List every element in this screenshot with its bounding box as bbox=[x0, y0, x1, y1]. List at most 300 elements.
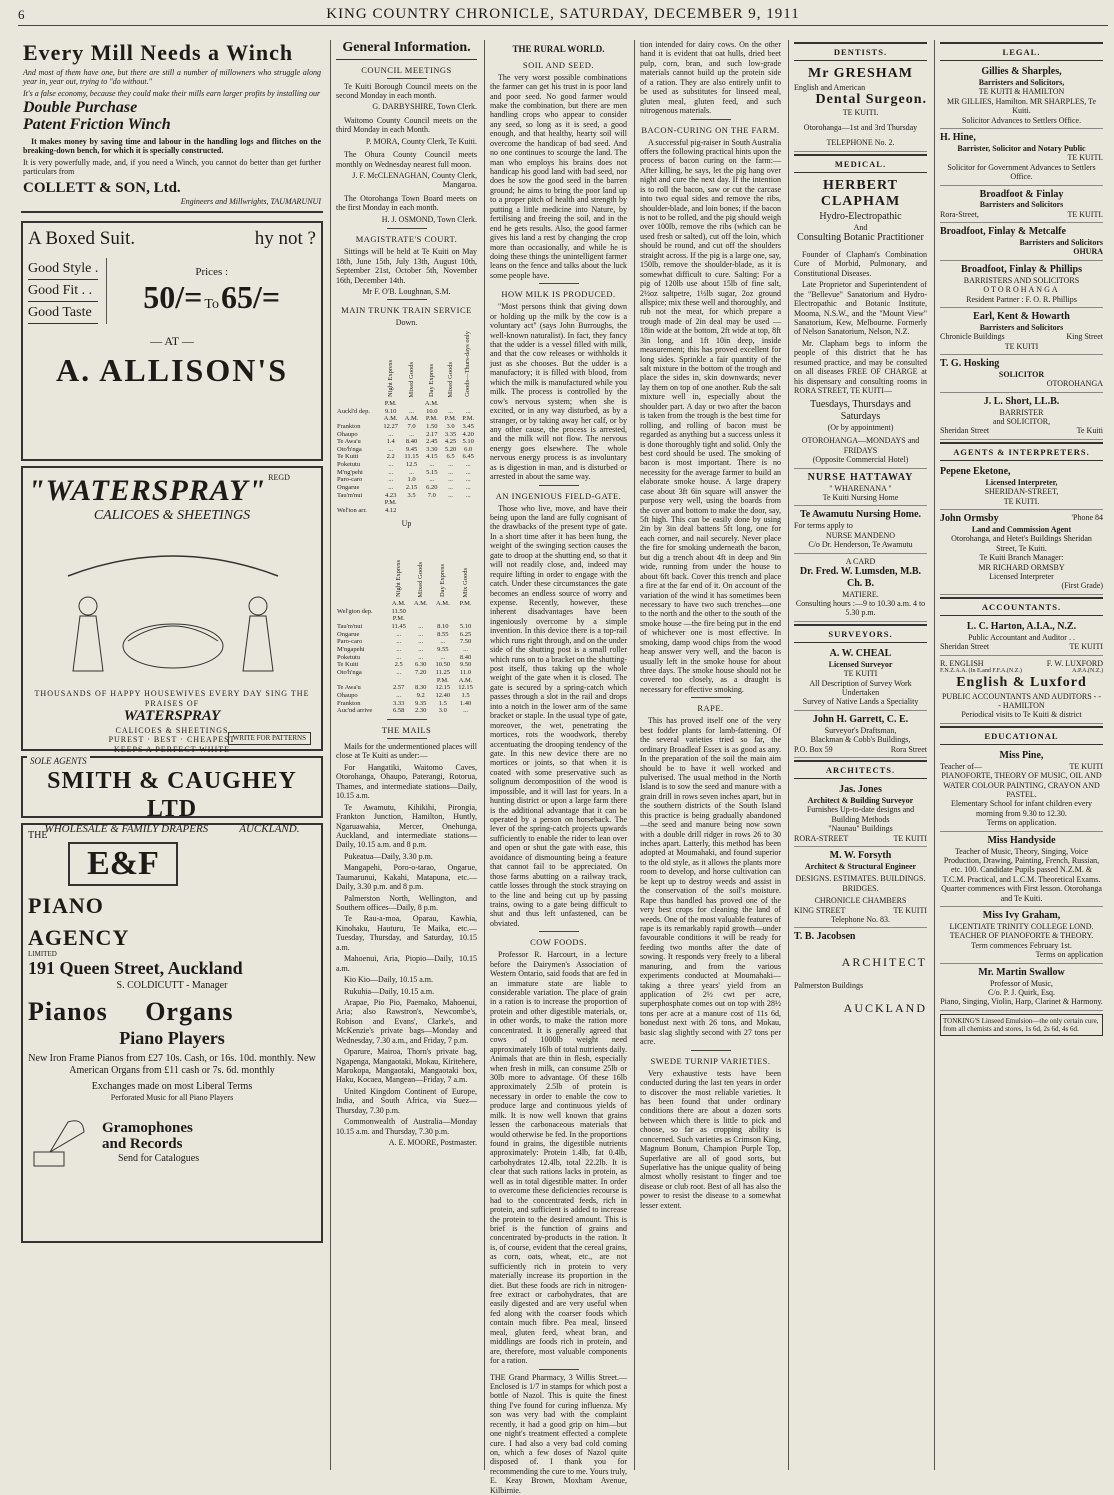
timetable-cell: Te Kuiti bbox=[337, 661, 359, 669]
english-luxford-partners bbox=[940, 659, 1103, 668]
general-info-title: General Information. bbox=[336, 40, 477, 60]
timetable-cell: 10.0 bbox=[426, 407, 438, 415]
suit-quality: Good Style . bbox=[28, 258, 98, 280]
mails-intro: Mails for the undermentioned places will close at Te Kuiti as under:— bbox=[336, 742, 477, 761]
timetable-cell: Tau'm'nui bbox=[337, 491, 363, 499]
up-timetable-row bbox=[336, 615, 477, 623]
timetable-cell bbox=[422, 499, 442, 507]
up-timetable-row bbox=[336, 700, 477, 708]
timetable-cell: Te Awa'u bbox=[337, 684, 361, 692]
timetable-column-header: Mix Goods bbox=[461, 568, 469, 598]
timetable-cell: 6.20 bbox=[426, 484, 438, 492]
timetable-cell: ... bbox=[463, 646, 469, 654]
architects-heading: ARCHITECTS. bbox=[794, 760, 927, 779]
timetable-cell: 1.50 bbox=[426, 422, 438, 430]
suit-headline-left: A Boxed Suit. bbox=[28, 227, 136, 249]
smith-caughey-name: SMITH & CAUGHEY LTD bbox=[47, 767, 297, 823]
page-number: 6 bbox=[18, 6, 25, 22]
timetable-cell: Oto'h'nga bbox=[337, 669, 362, 677]
lumsden-card-label: A CARD bbox=[845, 556, 876, 566]
timetable-cell: 1.40 bbox=[459, 699, 472, 707]
hosking-place: OTOROHANGA bbox=[1046, 379, 1103, 389]
timetable-cell: 10.50 bbox=[435, 661, 451, 669]
earl-buildings: Chronicle Buildings bbox=[940, 332, 1005, 342]
council-notice: Te Kuiti Borough Council meets on the second Monday in each month. bbox=[336, 81, 477, 100]
waterspray-motto-2: KEEPS A PERFECT WHITE bbox=[113, 744, 231, 754]
forsyth-sub: Architect & Structural Engineer bbox=[804, 861, 917, 871]
down-timetable-row bbox=[336, 499, 477, 507]
timetable-cell: ... bbox=[396, 646, 402, 654]
timetable-cell bbox=[442, 507, 460, 515]
down-timetable-row bbox=[336, 469, 477, 477]
jacobsen-sub: ARCHITECT bbox=[841, 955, 927, 970]
gate-article: Those who live, move, and have their being upon the land are fully cognisant of the drawbacks of the present type of gate. In a short time after it has been hung, the weight of the swinging section causes the gate to droop at the shutting end, so that it will not readily close, and, indeed may require lifting in order to engage with the catch. Under these circumstances the gate becomes an endless source of worry and expense. Recently, however, these inherent disadvantages have been ingeniously overcome by a simple invention. In this device there is a top-rail which runs right through, and on the under side of the shutting post is a small roller which runs on to a bracket on the shutting-post itself, thus taking up the whole weight of the gate when it is closed. The gate is secured by a spring-catch which passes through a slot in the rail and drops into a notch in the lower arm of the same bracket or staple. In the usual type of gate, moreover, the wet, penetrating the mortices, rots the woodwork, thereby accentuating the drooping tendency of the gate. In this new device there are no mortices or joints, so that when it is coated with some preservative such as solignum decomposition of the wood is impossible, and it will last for years. In a hunting district or upon a large farm there is the additional advantage that it can be operated by a person on horseback. The lever of the spring-catch projects upwards sufficiently to enable the rider to lean over and open or shut the gate with ease, this avoidance of dismounting being a feature that cannot fail to be appreciated. On those farms abutting on a railway track, cattle losses through the stock straying on to the line and being cut up by passing trains, owing to a gate being difficult to shut and thus left unfastened, can be obviated. bbox=[490, 503, 627, 928]
timetable-cell: 3.0 bbox=[446, 422, 455, 430]
council-notice: Waitomo County Council meets on the third Monday in each Month. bbox=[336, 115, 477, 135]
awamutu-terms: For terms apply to bbox=[794, 521, 853, 531]
timetable-cell: P.M. bbox=[392, 615, 405, 623]
short-name: J. L. Short, LL.B. bbox=[983, 395, 1060, 407]
ormsby-card bbox=[940, 510, 1103, 595]
winch-product-1: Double Purchase bbox=[23, 99, 138, 117]
council-signature: H. J. OSMOND, Town Clerk. bbox=[381, 214, 477, 224]
timetable-cell: A.M. bbox=[435, 600, 450, 608]
broadfoot-address bbox=[940, 210, 1103, 219]
magistrate-signature: Mr F. O'B. Loughnan, S.M. bbox=[362, 286, 451, 296]
up-timetable-row bbox=[336, 608, 477, 616]
jones-address bbox=[794, 834, 927, 843]
timetable-cell bbox=[442, 499, 460, 507]
hine-sub: Barrister, Solicitor and Notary Public bbox=[957, 143, 1086, 153]
timetable-cell: P.M. bbox=[459, 600, 472, 608]
grand-pharmacy-letter: THE Grand Pharmacy, 3 Willis Street.—Enclosed is 1/7 in stamps for which post a bottle of Nazol. This is quite the finest thing I've found for curing influenza. My son was very bad with the complaint recently, it had a good grip on him—but one night's treatment effected a complete cure. I had also a very bad cold coming on, which a few doses of Nazol quite disposed of. I thank you for recommending the cure to me. Yours truly, E. Keay Brown, Moxham Avenue, Kilbirnie. bbox=[490, 1372, 627, 1495]
harton-card bbox=[940, 618, 1103, 656]
piano-agency-advert bbox=[21, 823, 323, 1243]
harton-place: TE KUITI bbox=[1069, 642, 1103, 652]
timetable-cell: 6.25 bbox=[459, 630, 472, 638]
timetable-cell: 12.40 bbox=[435, 692, 451, 700]
timetable-cell bbox=[336, 400, 380, 408]
forsyth-name: M. W. Forsyth bbox=[829, 850, 892, 862]
timetable-cell: ... bbox=[409, 407, 414, 415]
forsyth-address bbox=[794, 906, 927, 915]
timetable-cell: P.M. bbox=[436, 676, 449, 684]
eketone-sub: Licensed Interpreter, bbox=[985, 477, 1058, 487]
timetable-cell: 11.0 bbox=[460, 669, 472, 677]
timetable-cell: ... bbox=[465, 468, 471, 476]
suit-headline bbox=[28, 228, 316, 250]
timetable-cell: 9.35 bbox=[415, 699, 427, 707]
piano-agency-2: AGENCY bbox=[28, 924, 130, 950]
jacobsen-name: T. B. Jacobsen bbox=[794, 931, 856, 943]
ormsby-grade: (First Grade) bbox=[1061, 581, 1103, 591]
timetable-cell: 8.10 bbox=[437, 623, 449, 631]
general-information-column bbox=[330, 40, 482, 1470]
english-luxford-name: English & Luxford bbox=[956, 675, 1087, 691]
timetable-cell: 1.5 bbox=[438, 699, 447, 707]
down-timetable-row bbox=[336, 507, 477, 515]
timetable-cell: 9.45 bbox=[405, 445, 418, 453]
nurse-home: " WHARENANA " bbox=[829, 483, 892, 493]
timetable-column-header: Mixed Goods bbox=[446, 361, 454, 398]
down-timetable-row bbox=[336, 408, 477, 416]
english-qualification: F.N.Z.A.A. (In E.and F.F.A.(N.Z.) bbox=[940, 668, 1022, 674]
suit-price-high: 65/= bbox=[220, 278, 281, 315]
timetable-cell: Wel'ton arr. bbox=[337, 507, 367, 515]
timetable-cell: 8.55 bbox=[437, 630, 449, 638]
up-timetable-row bbox=[336, 669, 477, 677]
hine-name: H. Hine, bbox=[940, 132, 976, 143]
timetable-cell: ... bbox=[396, 630, 402, 638]
timetable-cell: 9.10 bbox=[384, 407, 397, 415]
clapham-days: Tuesdays, Thursdays and Saturdays bbox=[810, 399, 911, 423]
send-catalogues: Send for Catalogues bbox=[118, 1152, 200, 1164]
awamutu-name: Te Awamutu Nursing Home. bbox=[799, 509, 922, 521]
mail-item: Mahoenui, Aria, Piopio—Daily, 10.15 a.m. bbox=[336, 954, 477, 973]
pine-terms: Terms on application. bbox=[986, 818, 1057, 828]
mail-item: United Kingdom Continent of Europe, India, and South Africa, via Suez—Thursday, 7.30 p.m. bbox=[336, 1086, 477, 1115]
timetable-cell: 8.30 bbox=[415, 684, 427, 692]
pine-teacher: Teacher of— bbox=[940, 761, 982, 771]
garrett-address bbox=[794, 745, 927, 754]
suit-shop-name: A. ALLISON'S bbox=[55, 352, 289, 389]
timetable-cell: 11.50 bbox=[391, 607, 406, 615]
timetable-cell: ... bbox=[418, 638, 424, 646]
awamutu-nurse: NURSE MANDENO bbox=[825, 530, 896, 540]
piano-the: THE bbox=[28, 829, 48, 841]
earl-place: TE KUITI bbox=[1004, 341, 1039, 351]
piano-address: 191 Queen Street, Auckland bbox=[28, 958, 243, 979]
graham-name: Miss Ivy Graham, bbox=[982, 910, 1061, 922]
timetable-cell: Poketutu bbox=[337, 461, 361, 469]
eketone-name: Pepene Eketone, bbox=[940, 465, 1011, 477]
jones-desc: Furnishes Up-to-date designs and Building Methods bbox=[806, 805, 915, 824]
short-sub-2: and SOLICITOR, bbox=[992, 417, 1051, 427]
earl-name: Earl, Kent & Howarth bbox=[973, 311, 1070, 322]
up-timetable-row bbox=[336, 638, 477, 646]
timetable-cell: 6.30 bbox=[415, 661, 427, 669]
farm-articles-column bbox=[634, 40, 786, 1470]
timetable-cell: 6.0 bbox=[464, 445, 473, 453]
piano-perforated: Perforated Music for all Piano Players bbox=[110, 1092, 234, 1102]
council-notice: The Ohura County Council meets monthly on Wednesday nearest full moon. bbox=[336, 150, 477, 169]
pine-school: Elementary School for infant children every morning from 9.30 to 12.30. bbox=[950, 799, 1093, 818]
timetable-cell: Frankton bbox=[337, 422, 361, 430]
timetable-cell: 12.27 bbox=[383, 422, 398, 430]
timetable-cell: ... bbox=[465, 484, 471, 492]
gramophones-line-1: Gramophones bbox=[102, 1119, 193, 1136]
timetable-cell: 2.17 bbox=[426, 430, 438, 438]
timetable-cell: ... bbox=[388, 445, 394, 453]
broadfoot-place: TE KUITI. bbox=[1067, 209, 1103, 219]
down-timetable-row bbox=[336, 446, 477, 454]
earl-street: King Street bbox=[1066, 332, 1103, 342]
forsyth-place: TE KUITI bbox=[893, 905, 927, 915]
timetable-column-header: Mixed Goods bbox=[416, 561, 424, 598]
ormsby-sub: Land and Commission Agent bbox=[971, 524, 1072, 534]
timetable-cell: P.M. bbox=[462, 415, 475, 423]
mail-item: Kio Kio—Daily, 10.15 a.m. bbox=[344, 975, 434, 985]
bacon-heading: BACON-CURING ON THE FARM. bbox=[641, 124, 780, 135]
ormsby-header bbox=[940, 513, 1103, 525]
timetable-cell: A.M. bbox=[424, 399, 439, 407]
timetable-cell: 8.40 bbox=[405, 438, 418, 446]
piano-players: Piano Players bbox=[119, 1027, 225, 1048]
timetable-cell bbox=[410, 615, 432, 623]
phillips-card bbox=[940, 261, 1103, 308]
timetable-cell bbox=[422, 507, 442, 515]
professional-cards-column bbox=[788, 40, 932, 1470]
up-timetable-row bbox=[336, 623, 477, 631]
waterspray-brand: "WATERSPRAY" bbox=[28, 473, 267, 507]
down-timetable-row bbox=[336, 484, 477, 492]
timetable-cell: 3.33 bbox=[393, 699, 405, 707]
timetable-cell: 4.20 bbox=[462, 430, 474, 438]
council-heading: COUNCIL MEETINGS bbox=[361, 64, 452, 75]
up-timetable-row bbox=[336, 646, 477, 654]
hosking-card bbox=[940, 355, 1103, 393]
winch-false-economy: It's a false economy, because they could make their mills earn larger profits by installing our bbox=[23, 88, 321, 98]
timetable-cell: 2.30 bbox=[415, 707, 427, 715]
nurse-sub: Te Kuiti Nursing Home bbox=[822, 493, 899, 503]
council-notice: The Otorohanga Town Board meets on the first Monday in each month. bbox=[336, 193, 477, 213]
gresham-days: Otorohanga—1st and 3rd Thursday bbox=[803, 122, 918, 132]
winch-firm bbox=[23, 180, 321, 198]
english-name: R. ENGLISH bbox=[940, 658, 984, 668]
timetable-cell: ... bbox=[396, 638, 402, 646]
piano-agency-1: PIANO bbox=[28, 892, 104, 918]
timetable-cell: ... bbox=[418, 653, 424, 661]
timetable-cell: ... bbox=[409, 430, 414, 438]
earl-sub: Barristers and Solicitors bbox=[979, 322, 1064, 332]
metcalfe-name: Broadfoot, Finlay & Metcalfe bbox=[940, 226, 1066, 238]
jacobsen-card bbox=[794, 928, 927, 1018]
garrett-name: John H. Garrett, C. E. bbox=[812, 713, 909, 725]
timetable-cell: 5.10 bbox=[459, 623, 472, 631]
timetable-cell: A.M. bbox=[391, 600, 406, 608]
up-timetable-row bbox=[336, 631, 477, 639]
magistrate-heading: MAGISTRATE'S COURT. bbox=[355, 234, 458, 245]
piano-organs: Organs bbox=[145, 997, 234, 1027]
timetable-cell: ... bbox=[396, 692, 402, 700]
up-timetable-row bbox=[336, 684, 477, 692]
rural-world-column bbox=[484, 40, 632, 1495]
swallow-card bbox=[940, 964, 1103, 1011]
cheal-sub: Licensed Surveyor bbox=[828, 659, 893, 669]
medical-heading: MEDICAL. bbox=[794, 154, 927, 173]
gresham-place: TE KUITI. bbox=[842, 108, 879, 118]
train-heading: MAIN TRUNK TRAIN SERVICE bbox=[341, 305, 472, 316]
eketone-street: SHERIDAN-STREET, bbox=[984, 487, 1059, 497]
english-luxford-sub: PUBLIC ACCOUNTANTS AND AUDITORS - - - HAMILTON bbox=[941, 691, 1101, 711]
down-timetable bbox=[336, 330, 477, 515]
timetable-cell: ... bbox=[465, 491, 471, 499]
luxford-qualification: A.P.A.(N.Z.) bbox=[1072, 668, 1103, 674]
timetable-cell bbox=[459, 499, 477, 507]
timetable-cell bbox=[336, 499, 380, 507]
timetable-cell: 3.30 bbox=[426, 445, 438, 453]
jacobsen-buildings: Palmerston Buildings bbox=[794, 981, 864, 991]
cow-article: Professor R. Harcourt, in a lecture before the Dairymen's Association of Western Ontario, said foods that are fed in an immature state are liable to considerable variation. The place of grain in a ration is to increase the proportion of protein and other digestible materials, or, in other words, to make the ration more concentrated. It is generally agreed that cows of 1000lb weight need approximately 16lb of total nutrients daily. Animals that are thin in flesh, especially when fresh in milk, can consume 25lb or 30lb more to advantage. Of these 16lb approximately 2.5lb of protein is necessary in order to enable the cow to produce large and continuous yields of milk. It is now well known that grains lessen the carbonaceous materials that would otherwise be fed. In the proportions found in grains, the digestible nutrients approximately: Protein 1.4lb, fat 0.4lb, carbohydrates 12.4lb, total 22.2lb. It is clear that such rations lacks in protein, as well as in total digestible matter. In order to overcome these deficiencies recourse is had to the concentrated feeds, rich in protein, and sufficient is added to increase the protein to the desired amount. This is brief is the function of grains and concentrated by-products in the ration. It is, of course, evident that the cereal grains, as corn, oats, wheat, etc., are not sufficiently rich in protein to very materially increase its proportion in the diet. But these foods are rich in nitrogen-free extract or carbohydrates, that are easily digested and are very useful when fed along with the coarser foods which contain much fibre. Pea meal, linseed meal, gluten feed, wheat bran, and middlings are foods rich in protein, and are, therefore, most valuable components for a ration. bbox=[490, 950, 627, 1366]
hine-place: TE KUITI. bbox=[1067, 153, 1103, 163]
mail-item: Oparure, Mairoa, Thorn's private bag, Ngapenga, Mangaotaki, Mokau, Kiritehere, Marokopa, Mangaotaki, Mangaotaki box, Haku, Kocaea, Mangean—Friday, 7 a.m. bbox=[336, 1047, 477, 1085]
timetable-cell bbox=[336, 600, 388, 608]
garrett-box: P.O. Box 59 bbox=[794, 744, 833, 754]
soil-article: The very worst possible combinations the farmer can get his trust in is poor land and poor seed. No good farmer would make the combination, but there are men handling crops who appear to consider any seed, so long as it is seed, a good enough, and that healthy, hearty soil will overcome the handicap of bad seed. And no one continues to scourge the land. The man who employs his brains does not handicap his good land with bad seed, nor does he sow the good seed in the barren ground; he aims to bring the poor land up to a proper pitch of health and strength by putting a little medicine into Nature, by fertilising and freeing the soil, and in the end he gets results. Also, the good farmer gives his land a rest by changing the crop more than occasionally, and while he is doing these things the unintelligent farmer leans on the fence and talks about the luck some people have. bbox=[490, 72, 627, 280]
ormsby-desc: Otorohanga, and Hetet's Buildings Sheridan Street, Te Kuiti. bbox=[951, 534, 1092, 553]
gillies-names: MR GILLIES, Hamilton. MR SHARPLES, Te Kuiti. bbox=[946, 96, 1097, 116]
broadfoot-sub: Barristers and Solicitors bbox=[979, 200, 1064, 210]
jones-sub: Architect & Building Surveyor bbox=[807, 795, 914, 805]
harton-address bbox=[940, 642, 1103, 651]
graham-sub: LICENTIATE TRINITY COLLEGE LOND. bbox=[949, 922, 1094, 931]
pine-card bbox=[940, 747, 1103, 832]
suit-price-to: To bbox=[204, 296, 219, 312]
earl-address bbox=[940, 332, 1103, 341]
short-address bbox=[940, 426, 1103, 435]
piano-limited: LIMITED bbox=[28, 950, 57, 959]
swallow-sub: Professor of Music, bbox=[990, 978, 1053, 988]
timetable-cell: ... bbox=[418, 623, 424, 631]
council-signature: P. MORA, County Clerk, Te Kuiti. bbox=[365, 136, 477, 146]
timetable-cell: Frankton bbox=[337, 699, 361, 707]
piano-manager: S. COLDICUTT - Manager bbox=[116, 979, 228, 991]
timetable-cell: ... bbox=[409, 468, 414, 476]
boxed-suit-advert bbox=[21, 221, 323, 461]
winch-headline: Every Mill Needs a Winch bbox=[23, 40, 294, 65]
cheal-native: Survey of Native Lands a Speciality bbox=[802, 697, 919, 707]
timetable-cell: 3.35 bbox=[444, 430, 457, 438]
waterspray-sub: CALICOES & SHEETINGS bbox=[93, 508, 251, 524]
timetable-cell: 2.15 bbox=[405, 484, 418, 492]
awamutu-card bbox=[794, 506, 927, 553]
timetable-cell: 7.0 bbox=[407, 422, 416, 430]
waterspray-regd: REGD bbox=[268, 472, 290, 482]
masthead bbox=[18, 4, 1108, 26]
waterspray-banner: THOUSANDS OF HAPPY HOUSEWIVES EVERY DAY SING THE PRAISES OF bbox=[34, 689, 310, 708]
timetable-cell: Te Awa'u bbox=[337, 438, 361, 446]
nurse-hattaway-card bbox=[794, 469, 927, 507]
timetable-cell bbox=[336, 677, 388, 685]
timetable-cell: ... bbox=[429, 476, 435, 484]
swallow-co: C/o. P. J. Quirk, Esq. bbox=[988, 987, 1055, 997]
garrett-sub: Surveyor's Draftsman, bbox=[824, 725, 897, 735]
mail-item: Commonwealth of Australia—Monday 10.15 a.m. and Thursday, 7.30 p.m. bbox=[336, 1117, 477, 1136]
suit-row bbox=[28, 258, 316, 324]
agents-heading: AGENTS & INTERPRETERS. bbox=[940, 442, 1103, 461]
council-signature: J. F. McCLENAGHAN, County Clerk, Mangaroa. bbox=[352, 171, 477, 190]
nurse-name: NURSE HATTAWAY bbox=[807, 471, 914, 483]
mails-list bbox=[336, 763, 477, 1136]
milk-heading: HOW MILK IS PRODUCED. bbox=[501, 289, 616, 300]
hosking-name: T. G. Hosking bbox=[940, 358, 1000, 370]
mail-item: Arapae, Pio Pio, Paemako, Mahoenui, Aria; also Rawstron's, Newcombe's, Robison and Evans', Clarke's, and McKenzie's private bags—Monday and Wednesday, 7.30 a.m., and Friday, 7 p.m. bbox=[336, 997, 477, 1045]
gresham-card bbox=[794, 63, 927, 152]
phillips-partner: Resident Partner : F. O. R. Phillips bbox=[966, 294, 1077, 304]
up-timetable-row bbox=[336, 677, 477, 685]
metcalfe-card bbox=[940, 223, 1103, 261]
newspaper-title: KING COUNTRY CHRONICLE, SATURDAY, DECEMBER 9, 1911 bbox=[326, 5, 800, 22]
hine-advances: Solicitor for Government Advances to Settlers Office. bbox=[947, 162, 1096, 182]
winch-intro: And most of them have one, but there are still a number of millowners who struggle along year in, year out, trying to "do without." bbox=[23, 67, 321, 87]
down-timetable-row bbox=[336, 423, 477, 431]
timetable-cell: A.M. bbox=[383, 415, 398, 423]
timetable-cell: ... bbox=[448, 461, 453, 469]
up-timetable-row bbox=[336, 707, 477, 715]
clapham-name: HERBERT CLAPHAM bbox=[820, 177, 901, 210]
timetable-cell: ... bbox=[440, 638, 446, 646]
timetable-cell: ... bbox=[448, 491, 453, 499]
timetable-cell bbox=[401, 499, 422, 507]
graham-terms: Terms on application bbox=[1035, 950, 1103, 960]
broadfoot-name: Broadfoot & Finlay bbox=[979, 188, 1064, 200]
mail-item: Mangapehi, Poro-o-tarao, Ongarue, Taumarunui, Kakahi, Matapuna, etc.—Daily, 3.30 p.m. and 8 p.m. bbox=[336, 863, 477, 892]
hosking-sub: SOLICITOR bbox=[998, 369, 1045, 379]
down-timetable-row bbox=[336, 400, 477, 408]
up-timetable-row bbox=[336, 692, 477, 700]
rape-article: This has proved itself one of the very best fodder plants for lamb-fattening. Of the several varieties tried so far, the ordinary Broadleaf Essex is as good as any. In the preparation of the soil the main aim should be to have it well worked and pulverised. The usual method in the North Island is to sow the seed and manure with a grain drill in rows seven inches apart, but in the southern districts of the South Island this practice is being gradually abandoned—the seed and manure being now sown with a double drill ridger in rows 26 to 30 inches apart. Latterly, this method has been adopted at Moumahaki, and found superior to the old style, as it allows the plants more room to develop, and horse cultivation can be kept up to destroy weeds and assist in the conservation of the soil's moisture. Rape thus handled has proved one of the very best crops for cleaning the land of weeds. One of the most valuable features of rape is its remarkably rapid growth—under favourable conditions it will be ready for feeding two months after the date of sowing. It responds very freely to a liberal manuring, and from the various experiments conducted at Moumahaki—taking a three years' yield from an application of 2½ cwt per acre, superphosphate comes out on top with 28½ tons per acre at a manure cost of 11s 6d, bonedust next with 26 tons, and Mokau, basic slag slightly second with 27 tons per acre. bbox=[640, 716, 781, 1047]
up-timetable bbox=[336, 530, 477, 715]
timetable-cell: 1.5 bbox=[461, 692, 470, 700]
accountants-heading: ACCOUNTANTS. bbox=[940, 597, 1103, 616]
timetable-column-header: Day Express bbox=[439, 564, 446, 598]
english-luxford-card bbox=[940, 656, 1103, 724]
phillips-place: OTOROHANGA bbox=[983, 285, 1060, 295]
timetable-cell: 9.55 bbox=[437, 646, 449, 654]
timetable-cell: 6.5 bbox=[446, 453, 455, 461]
down-timetable-row bbox=[336, 476, 477, 484]
pine-subjects: PIANOFORTE, THEORY OF MUSIC, OIL AND WATER COLOUR PAINTING, CRAYON AND PASTEL. bbox=[941, 771, 1102, 800]
short-place: Te Kuiti bbox=[1076, 426, 1103, 436]
timetable-cell: M'ngapehi bbox=[337, 646, 365, 654]
timetable-cell: 6.45 bbox=[462, 453, 474, 461]
clapham-body: Founder of Clapham's Combination Cure of Morbid, Pulmonary, and Constitutional Diseases. bbox=[794, 249, 927, 278]
gresham-name: Mr GRESHAM bbox=[807, 66, 913, 82]
milk-article: "Most persons think that giving down or holding up the milk by the cow is a voluntary act" (says John Burroughs, the well-known naturalist). In fact, they fancy that the udder is a vessel filled with milk, and that the cow releases or withholds it just as she chooses. But the udder is a manufactory; it is filled with blood, from which the milk is manufactured while you milk. The process is controlled by the cow's nervous system; when she is excited, or in any way disturbed, as by a stranger, or by taking away her calf, or by any other cause, the process is arrested, and the milk will not flow. The nervous energy goes elsewhere. The whole nervous energy process is as involuntary as is digestion in man, and is disturbed or arrested in about the same way. bbox=[490, 302, 627, 482]
clapham-body-3: Mr. Clapham begs to inform the people of this district that he has resumed practice, and may be consulted on all diseases FREE OF CHARGE at his dispensary and consulting rooms in RORA STREET, TE KUITI— bbox=[794, 338, 927, 395]
down-timetable-row bbox=[336, 453, 477, 461]
timetable-cell: ... bbox=[396, 669, 402, 677]
timetable-cell: ... bbox=[448, 484, 453, 492]
mail-item: For Hangatiki, Waitomo Caves, Otorohanga, Ohaupo, Paterangi, Rotorua, Thames, and intermediate stations—Daily, 10.15 a.m. bbox=[336, 762, 477, 801]
timetable-cell: Wel'gton dep. bbox=[337, 607, 373, 615]
clapham-otorohanga: OTOROHANGA—MONDAYS and FRIDAYS bbox=[801, 436, 920, 455]
eketone-card bbox=[940, 463, 1103, 510]
timetable-cell bbox=[401, 400, 422, 408]
timetable-cell: 1.4 bbox=[386, 438, 395, 446]
forsyth-telephone: Telephone No. 83. bbox=[831, 915, 890, 924]
timetable-cell: 2.45 bbox=[426, 438, 438, 446]
timetable-cell: ... bbox=[418, 646, 424, 654]
timetable-cell: 4.12 bbox=[384, 507, 397, 515]
gillies-card bbox=[940, 63, 1103, 129]
eketone-place: TE KUITI. bbox=[1003, 496, 1040, 506]
timetable-cell: ... bbox=[448, 468, 453, 476]
suit-headline-right: hy not ? bbox=[254, 227, 316, 249]
garrett-street: Rora Street bbox=[890, 744, 927, 754]
timetable-cell bbox=[410, 608, 432, 616]
waterspray-banner-brand: WATERSPRAY bbox=[123, 707, 221, 724]
down-label: Down. bbox=[395, 318, 418, 328]
clapham-hotel: (Opposite Commercial Hotel) bbox=[812, 455, 909, 465]
gresham-sub: English and American bbox=[794, 82, 866, 92]
gresham-title: Dental Surgeon. bbox=[815, 91, 927, 107]
write-for-patterns: WRITE FOR PATTERNS bbox=[228, 732, 311, 744]
mail-item: Te Awamutu, Kihikihi, Pirongia, Frankton Junction, Hamilton, Huntly, Ngaruawahia, Mercer, Onehunga, Auckland, and intermediate stations—Daily, 10.15 a.m. and 8 p.m. bbox=[336, 802, 477, 850]
timetable-cell: Auc'nd arrive bbox=[337, 707, 373, 715]
gate-heading: AN INGENIOUS FIELD-GATE. bbox=[495, 490, 622, 501]
harton-name: L. C. Harton, A.I.A., N.Z. bbox=[966, 620, 1077, 632]
